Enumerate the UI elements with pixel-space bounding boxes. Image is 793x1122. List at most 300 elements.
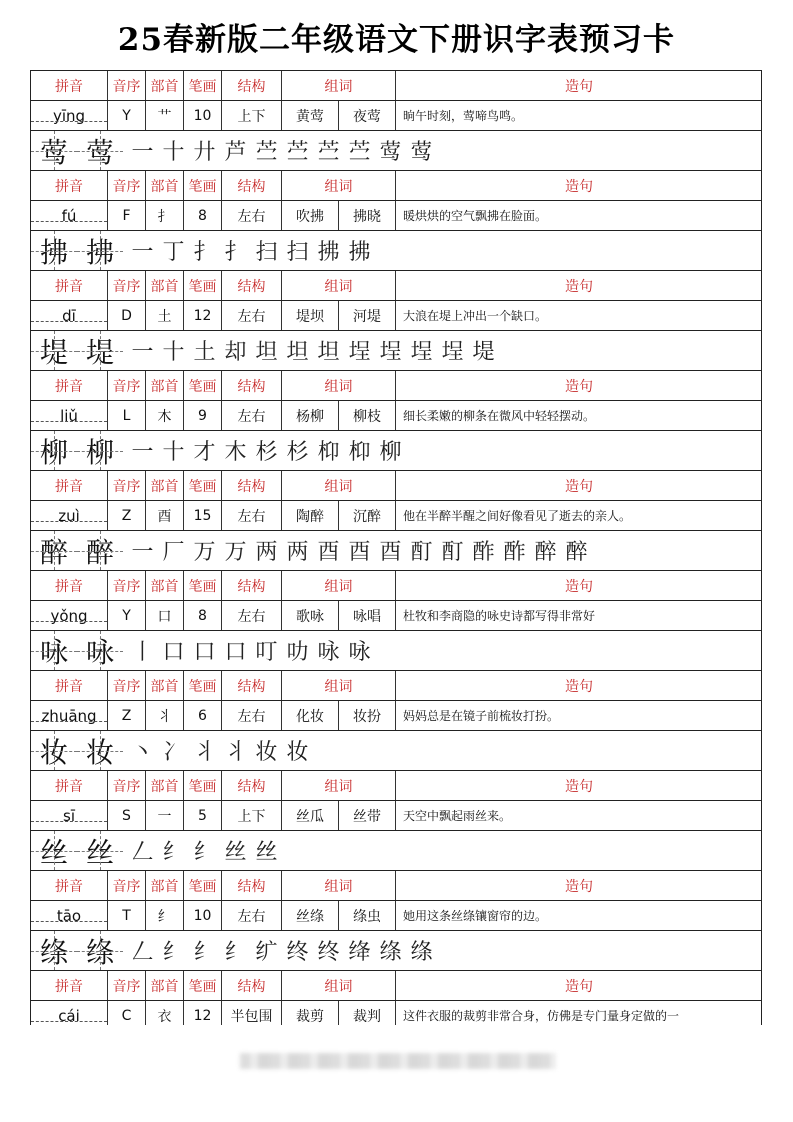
entry-row xyxy=(30,500,762,530)
strokes-cell: 9 xyxy=(184,401,222,430)
stroke-steps xyxy=(123,835,282,866)
strokes-cell: 12 xyxy=(184,301,222,330)
header-radical: 部首 xyxy=(146,271,184,300)
stroke-order-row xyxy=(30,130,762,170)
entry-row xyxy=(30,1000,762,1025)
stroke-steps xyxy=(123,935,437,966)
stroke-step: 坦 xyxy=(317,340,340,365)
word-cell: 柳枝 xyxy=(339,401,396,430)
sentence-cell: 她用这条丝绦镶窗帘的边。 xyxy=(403,909,548,923)
structure-cell: 左右 xyxy=(222,401,282,430)
stroke-step: 丁 xyxy=(162,240,185,265)
stroke-step: 扫 xyxy=(286,240,309,265)
header-words: 组词 xyxy=(282,471,396,500)
stroke-order-row xyxy=(30,530,762,570)
stroke-step: 绦 xyxy=(379,940,402,965)
stroke-order-row xyxy=(30,330,762,370)
header-row xyxy=(30,270,762,300)
pinyin-cell: yīng xyxy=(31,101,108,130)
header-structure: 结构 xyxy=(222,971,282,1000)
stroke-step: 十 xyxy=(162,140,185,165)
stroke-step: 一 xyxy=(131,240,154,265)
header-strokes: 笔画 xyxy=(184,271,222,300)
header-order: 音序 xyxy=(108,71,146,100)
character-glyph: 堤 xyxy=(31,331,77,370)
header-structure: 结构 xyxy=(222,71,282,100)
header-order: 音序 xyxy=(108,971,146,1000)
header-pinyin: 拼音 xyxy=(31,971,108,1000)
stroke-step: 咏 xyxy=(317,640,340,665)
stroke-step: 妆 xyxy=(255,740,278,765)
stroke-step: 一 xyxy=(131,440,154,465)
word-cell: 河堤 xyxy=(339,301,396,330)
stroke-step: 终 xyxy=(317,940,340,965)
stroke-step: 埕 xyxy=(410,340,433,365)
stroke-step: 丶 xyxy=(131,740,154,765)
header-words: 组词 xyxy=(282,371,396,400)
header-row xyxy=(30,870,762,900)
stroke-step: 丝 xyxy=(224,840,247,865)
structure-cell: 半包围 xyxy=(222,1001,282,1025)
pinyin-cell: fú xyxy=(31,201,108,230)
header-order: 音序 xyxy=(108,171,146,200)
header-strokes: 笔画 xyxy=(184,171,222,200)
pinyin-guide-line xyxy=(31,921,107,922)
stroke-step: 丝 xyxy=(255,840,278,865)
page-title: 25春新版二年级语文下册识字表预习卡 xyxy=(117,22,676,58)
header-words: 组词 xyxy=(282,571,396,600)
character-glyph: 丝 xyxy=(77,831,123,870)
stroke-steps xyxy=(123,635,375,666)
header-strokes: 笔画 xyxy=(184,771,222,800)
word-cell: 咏唱 xyxy=(339,601,396,630)
pinyin-guide-line xyxy=(31,821,107,822)
sentence-cell: 这件衣服的裁剪非常合身，仿佛是专门量身定做的一 xyxy=(403,1009,680,1023)
radical-cell: 纟 xyxy=(146,901,184,930)
stroke-step: 纟 xyxy=(193,840,216,865)
stroke-step: 芦 xyxy=(224,140,247,165)
pinyin-cell: cái xyxy=(31,1001,108,1025)
header-strokes: 笔画 xyxy=(184,871,222,900)
character-glyph: 莺 xyxy=(31,131,77,170)
character-glyph: 莺 xyxy=(77,131,123,170)
header-sentence: 造句 xyxy=(565,278,593,295)
header-words: 组词 xyxy=(282,271,396,300)
stroke-steps xyxy=(123,235,375,266)
pinyin-cell: zuì xyxy=(31,501,108,530)
header-structure: 结构 xyxy=(222,271,282,300)
header-order: 音序 xyxy=(108,471,146,500)
header-order: 音序 xyxy=(108,771,146,800)
header-order: 音序 xyxy=(108,271,146,300)
sentence-cell: 暖烘烘的空气飘拂在脸面。 xyxy=(403,209,548,223)
header-radical: 部首 xyxy=(146,871,184,900)
header-words: 组词 xyxy=(282,771,396,800)
header-strokes: 笔画 xyxy=(184,571,222,600)
header-row xyxy=(30,370,762,400)
header-words: 组词 xyxy=(282,871,396,900)
sentence-cell: 妈妈总是在镜子前梳妆打扮。 xyxy=(403,709,560,723)
radical-cell: 扌 xyxy=(146,201,184,230)
stroke-step: 拂 xyxy=(348,240,371,265)
stroke-step: 丬 xyxy=(224,740,247,765)
header-sentence: 造句 xyxy=(565,778,593,795)
header-radical: 部首 xyxy=(146,171,184,200)
stroke-step: 纩 xyxy=(255,940,278,965)
header-radical: 部首 xyxy=(146,71,184,100)
pinyin-cell: zhuāng xyxy=(31,701,108,730)
header-strokes: 笔画 xyxy=(184,71,222,100)
stroke-step: 杉 xyxy=(255,440,278,465)
stroke-step: 柳 xyxy=(379,440,402,465)
stroke-step: 十 xyxy=(162,340,185,365)
character-glyph: 咏 xyxy=(31,631,77,670)
radical-cell: 土 xyxy=(146,301,184,330)
header-order: 音序 xyxy=(108,871,146,900)
stroke-step: 坦 xyxy=(286,340,309,365)
practice-boxes xyxy=(31,831,123,870)
stroke-step: 两 xyxy=(286,540,309,565)
strokes-cell: 10 xyxy=(184,101,222,130)
pinyin-guide-line xyxy=(31,521,107,522)
stroke-step: 扌 xyxy=(224,240,247,265)
order-cell: L xyxy=(108,401,146,430)
word-cell: 堤坝 xyxy=(282,301,339,330)
strokes-cell: 6 xyxy=(184,701,222,730)
practice-boxes xyxy=(31,931,123,970)
stroke-step: 埕 xyxy=(348,340,371,365)
stroke-order-row xyxy=(30,430,762,470)
structure-cell: 左右 xyxy=(222,601,282,630)
pinyin-guide-line xyxy=(31,221,107,222)
stroke-step: 酉 xyxy=(379,540,402,565)
header-pinyin: 拼音 xyxy=(31,371,108,400)
word-cell: 绦虫 xyxy=(339,901,396,930)
pinyin-cell: yǒng xyxy=(31,601,108,630)
stroke-order-row xyxy=(30,930,762,970)
header-pinyin: 拼音 xyxy=(31,771,108,800)
stroke-step: 丨 xyxy=(131,640,154,665)
entry-row xyxy=(30,900,762,930)
stroke-step: 枊 xyxy=(317,440,340,465)
pinyin-guide-line xyxy=(31,621,107,622)
character-glyph: 丝 xyxy=(31,831,77,870)
header-strokes: 笔画 xyxy=(184,971,222,1000)
stroke-steps xyxy=(123,135,437,166)
character-table xyxy=(30,70,762,1025)
stroke-step: 扫 xyxy=(255,240,278,265)
entry-row xyxy=(30,400,762,430)
stroke-step: 冫 xyxy=(162,740,185,765)
pinyin-guide-line xyxy=(31,721,107,722)
stroke-step: 纟 xyxy=(162,840,185,865)
word-cell: 夜莺 xyxy=(339,101,396,130)
header-words: 组词 xyxy=(282,171,396,200)
header-words: 组词 xyxy=(282,71,396,100)
header-pinyin: 拼音 xyxy=(31,671,108,700)
radical-cell: 木 xyxy=(146,401,184,430)
word-cell: 丝瓜 xyxy=(282,801,339,830)
character-glyph: 柳 xyxy=(31,431,77,470)
radical-cell: 口 xyxy=(146,601,184,630)
stroke-order-row xyxy=(30,830,762,870)
header-row xyxy=(30,470,762,500)
entry-row xyxy=(30,600,762,630)
character-glyph: 妆 xyxy=(31,731,77,770)
sentence-cell: 大浪在堤上冲出一个缺口。 xyxy=(403,309,548,323)
stroke-step: 坦 xyxy=(255,340,278,365)
header-row xyxy=(30,970,762,1000)
header-row xyxy=(30,170,762,200)
header-order: 音序 xyxy=(108,571,146,600)
pinyin-cell: sī xyxy=(31,801,108,830)
practice-boxes xyxy=(31,631,123,670)
structure-cell: 左右 xyxy=(222,901,282,930)
word-cell: 裁剪 xyxy=(282,1001,339,1025)
header-row xyxy=(30,670,762,700)
character-glyph: 柳 xyxy=(77,431,123,470)
header-radical: 部首 xyxy=(146,571,184,600)
pinyin-guide-line xyxy=(31,1021,107,1022)
stroke-step: 叻 xyxy=(286,640,309,665)
structure-cell: 左右 xyxy=(222,201,282,230)
stroke-step: 𠃋 xyxy=(131,940,154,965)
sentence-cell: 他在半醉半醒之间好像看见了逝去的亲人。 xyxy=(403,509,632,523)
stroke-step: 莺 xyxy=(410,140,433,165)
stroke-step: 两 xyxy=(255,540,278,565)
pinyin-guide-line xyxy=(31,321,107,322)
word-cell: 沉醉 xyxy=(339,501,396,530)
stroke-step: 终 xyxy=(286,940,309,965)
header-structure: 结构 xyxy=(222,471,282,500)
pinyin-cell: dī xyxy=(31,301,108,330)
stroke-step: 苎 xyxy=(317,140,340,165)
header-strokes: 笔画 xyxy=(184,371,222,400)
word-cell: 妆扮 xyxy=(339,701,396,730)
header-sentence: 造句 xyxy=(565,678,593,695)
header-pinyin: 拼音 xyxy=(31,871,108,900)
header-order: 音序 xyxy=(108,371,146,400)
stroke-step: 苎 xyxy=(255,140,278,165)
practice-boxes xyxy=(31,131,123,170)
character-glyph: 醉 xyxy=(77,531,123,570)
practice-boxes xyxy=(31,231,123,270)
character-glyph: 拂 xyxy=(77,231,123,270)
character-glyph: 绦 xyxy=(77,931,123,970)
header-sentence: 造句 xyxy=(565,478,593,495)
stroke-step: 纟 xyxy=(193,940,216,965)
word-cell: 化妆 xyxy=(282,701,339,730)
pinyin-cell: liǔ xyxy=(31,401,108,430)
structure-cell: 左右 xyxy=(222,501,282,530)
word-cell: 黄莺 xyxy=(282,101,339,130)
stroke-step: 醉 xyxy=(565,540,588,565)
character-glyph: 妆 xyxy=(77,731,123,770)
pinyin-guide-line xyxy=(31,421,107,422)
stroke-step: 绦 xyxy=(410,940,433,965)
header-pinyin: 拼音 xyxy=(31,471,108,500)
stroke-step: 口 xyxy=(193,640,216,665)
stroke-step: 酉 xyxy=(348,540,371,565)
stroke-step: 丬 xyxy=(193,740,216,765)
word-cell: 拂晓 xyxy=(339,201,396,230)
order-cell: F xyxy=(108,201,146,230)
pinyin-guide-line xyxy=(31,121,107,122)
stroke-steps xyxy=(123,335,499,366)
radical-cell: 丬 xyxy=(146,701,184,730)
header-structure: 结构 xyxy=(222,671,282,700)
stroke-step: 口 xyxy=(224,640,247,665)
structure-cell: 上下 xyxy=(222,801,282,830)
character-glyph: 拂 xyxy=(31,231,77,270)
stroke-step: 叮 xyxy=(255,640,278,665)
sentence-cell: 细长柔嫩的柳条在微风中轻轻摆动。 xyxy=(403,409,596,423)
order-cell: Z xyxy=(108,701,146,730)
practice-boxes xyxy=(31,731,123,770)
header-row xyxy=(30,770,762,800)
stroke-steps xyxy=(123,535,592,566)
stroke-step: 妆 xyxy=(286,740,309,765)
sentence-cell: 天空中飘起雨丝来。 xyxy=(403,809,512,823)
entry-row xyxy=(30,200,762,230)
stroke-step: 𠃋 xyxy=(131,840,154,865)
stroke-order-row xyxy=(30,730,762,770)
strokes-cell: 10 xyxy=(184,901,222,930)
strokes-cell: 5 xyxy=(184,801,222,830)
order-cell: Y xyxy=(108,601,146,630)
header-pinyin: 拼音 xyxy=(31,271,108,300)
order-cell: C xyxy=(108,1001,146,1025)
stroke-step: 厂 xyxy=(162,540,185,565)
order-cell: T xyxy=(108,901,146,930)
word-cell: 歌咏 xyxy=(282,601,339,630)
stroke-step: 才 xyxy=(193,440,216,465)
header-structure: 结构 xyxy=(222,871,282,900)
stroke-step: 堤 xyxy=(472,340,495,365)
header-pinyin: 拼音 xyxy=(31,171,108,200)
header-radical: 部首 xyxy=(146,371,184,400)
character-glyph: 咏 xyxy=(77,631,123,670)
practice-boxes xyxy=(31,331,123,370)
stroke-step: 咏 xyxy=(348,640,371,665)
stroke-step: 埕 xyxy=(441,340,464,365)
header-sentence: 造句 xyxy=(565,378,593,395)
header-radical: 部首 xyxy=(146,671,184,700)
stroke-step: 枊 xyxy=(348,440,371,465)
stroke-step: 万 xyxy=(224,540,247,565)
radical-cell: 艹 xyxy=(146,101,184,130)
word-cell: 吹拂 xyxy=(282,201,339,230)
entry-row xyxy=(30,700,762,730)
stroke-step: 十 xyxy=(162,440,185,465)
header-sentence: 造句 xyxy=(565,978,593,995)
radical-cell: 一 xyxy=(146,801,184,830)
stroke-step: 拂 xyxy=(317,240,340,265)
stroke-step: 酊 xyxy=(410,540,433,565)
header-strokes: 笔画 xyxy=(184,471,222,500)
stroke-step: 杉 xyxy=(286,440,309,465)
header-sentence: 造句 xyxy=(565,878,593,895)
character-glyph: 醉 xyxy=(31,531,77,570)
header-pinyin: 拼音 xyxy=(31,571,108,600)
sentence-cell: 杜牧和李商隐的咏史诗都写得非常好 xyxy=(403,609,596,623)
header-row xyxy=(30,70,762,100)
stroke-step: 酢 xyxy=(472,540,495,565)
stroke-step: 酊 xyxy=(441,540,464,565)
stroke-step: 酉 xyxy=(317,540,340,565)
pinyin-cell: tāo xyxy=(31,901,108,930)
entry-row xyxy=(30,800,762,830)
stroke-step: 醉 xyxy=(534,540,557,565)
structure-cell: 左右 xyxy=(222,301,282,330)
header-structure: 结构 xyxy=(222,171,282,200)
structure-cell: 左右 xyxy=(222,701,282,730)
entry-row xyxy=(30,100,762,130)
stroke-step: 酢 xyxy=(503,540,526,565)
word-cell: 裁判 xyxy=(339,1001,396,1025)
header-structure: 结构 xyxy=(222,371,282,400)
order-cell: S xyxy=(108,801,146,830)
strokes-cell: 12 xyxy=(184,1001,222,1025)
stroke-step: 一 xyxy=(131,540,154,565)
stroke-step: 苎 xyxy=(286,140,309,165)
stroke-order-row xyxy=(30,630,762,670)
stroke-step: 口 xyxy=(162,640,185,665)
radical-cell: 酉 xyxy=(146,501,184,530)
header-structure: 结构 xyxy=(222,771,282,800)
entry-row xyxy=(30,300,762,330)
header-sentence: 造句 xyxy=(565,178,593,195)
stroke-step: 扌 xyxy=(193,240,216,265)
word-cell: 丝带 xyxy=(339,801,396,830)
practice-boxes xyxy=(31,431,123,470)
header-order: 音序 xyxy=(108,671,146,700)
header-radical: 部首 xyxy=(146,971,184,1000)
strokes-cell: 8 xyxy=(184,601,222,630)
stroke-order-row xyxy=(30,230,762,270)
word-cell: 杨柳 xyxy=(282,401,339,430)
stroke-step: 一 xyxy=(131,340,154,365)
order-cell: Z xyxy=(108,501,146,530)
strokes-cell: 8 xyxy=(184,201,222,230)
word-cell: 陶醉 xyxy=(282,501,339,530)
header-row xyxy=(30,570,762,600)
stroke-step: 纟 xyxy=(224,940,247,965)
stroke-step: 苎 xyxy=(348,140,371,165)
stroke-steps xyxy=(123,435,406,466)
blurred-footer-watermark xyxy=(240,1053,556,1069)
header-sentence: 造句 xyxy=(565,78,593,95)
header-radical: 部首 xyxy=(146,471,184,500)
radical-cell: 衣 xyxy=(146,1001,184,1025)
header-structure: 结构 xyxy=(222,571,282,600)
sentence-cell: 晌午时刻，莺啼鸟鸣。 xyxy=(403,109,524,123)
stroke-step: 莺 xyxy=(379,140,402,165)
practice-boxes xyxy=(31,531,123,570)
header-sentence: 造句 xyxy=(565,578,593,595)
character-glyph: 绦 xyxy=(31,931,77,970)
header-words: 组词 xyxy=(282,971,396,1000)
stroke-step: 却 xyxy=(224,340,247,365)
header-radical: 部首 xyxy=(146,771,184,800)
order-cell: Y xyxy=(108,101,146,130)
stroke-step: 埕 xyxy=(379,340,402,365)
stroke-steps xyxy=(123,735,313,766)
word-cell: 丝绦 xyxy=(282,901,339,930)
stroke-step: 绛 xyxy=(348,940,371,965)
stroke-step: 一 xyxy=(131,140,154,165)
stroke-step: 木 xyxy=(224,440,247,465)
